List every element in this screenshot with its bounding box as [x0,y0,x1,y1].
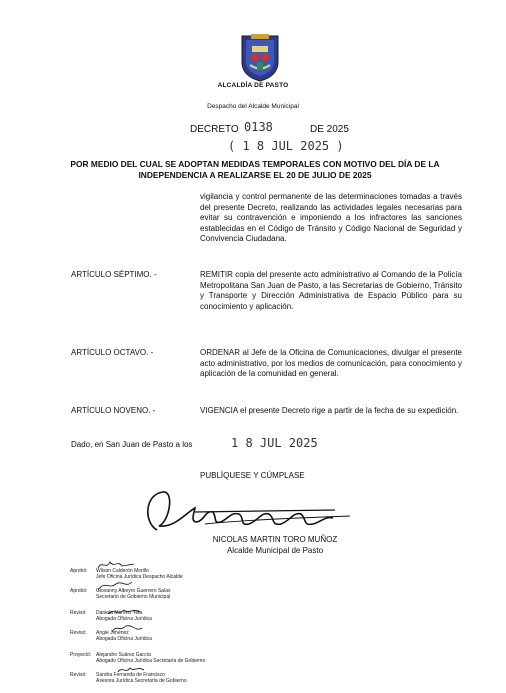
issued-text: Dado, en San Juan de Pasto a los [71,440,193,449]
approval-title: Abogada Oficina Jurídica [96,616,152,622]
approval-name: Angie Jiménez [96,630,129,636]
approval-title: Jefe Oficina Jurídica Despacho Alcalde [96,574,183,580]
article-8-text: ORDENAR al Jefe de la Oficina de Comunicaciones, divulgar el presente acto administrativo, por los medios de comunicación, para conocimiento y aplicación de la comunidad en general. [200,348,462,379]
approval-title: Asesora Jurídica Secretaría de Gobierno [96,678,187,684]
approval-title: Secretario de Gobierno Municipal [96,594,171,600]
decree-year: DE 2025 [310,124,349,135]
approval-title: Abogada Oficina Jurídica [96,636,152,642]
approval-initials [96,578,136,592]
approvals-block [70,560,330,690]
approval-role: Revisó: [70,672,87,678]
approval-role: Revisó: [70,610,87,616]
decree-number: 0138 [244,120,273,134]
approval-initials [106,606,142,618]
publiquese-text: PUBLÍQUESE Y CÚMPLASE [200,471,305,480]
signer-role: Alcalde Municipal de Pasto [226,546,324,555]
approval-title: Abogado Oficina Jurídica Secretaría de Gobierno [96,658,206,664]
alcaldia-seal-logo [238,32,282,82]
article-9-label: ARTÍCULO NOVENO. - [71,406,156,415]
org-name: ALCALDÍA DE PASTO [217,82,289,89]
decree-label: DECRETO [190,124,239,135]
article-7-text: REMITIR copia del presente acto administrativo al Comando de la Policía Metropolitana San Juan de Pasto, a las Secretarias de Gobierno, Tránsito y Transporte y Dirección Administrativa de Espacio Público para su conocimiento y aplicación. [200,270,462,311]
approval-initials [116,664,146,676]
approval-name: Giovanny Albeyro Guerrero Salas [96,588,171,594]
approval-name: Sandra Fernanda de Francisco [96,672,165,678]
decree-title: POR MEDIO DEL CUAL SE ADOPTAN MEDIDAS TEMPORALES CON MOTIVO DEL DÍA DE LA INDEPENDENCIA A REALIZARSE EL 20 DE JULIO DE 2025 [70,159,440,180]
decree-date-stamp: ( 1 8 JUL 2025 ) [228,139,344,153]
approval-role: Proyectó: [70,652,92,658]
approval-name: Alejandro Suárez García [96,652,151,658]
approval-name: Wilson Calderón Morillo [96,568,149,574]
signer-name: NICOLAS MARTIN TORO MUÑOZ [212,535,338,544]
issued-date-stamp: 1 8 JUL 2025 [231,436,318,450]
article-9-text: VIGENCIA el presente Decreto rige a partir de la fecha de su expedición. [200,406,459,415]
continuation-paragraph: vigilancia y control permanente de las determinaciones tomadas a través del presente Decreto, realizando las actividades legales necesarias para evitar su contravención e imponiendo a los infractores las sanciones establecidas en el Código de Tránsito y Código Nacional de Seguridad y Convivencia Ciudadana. [200,192,462,244]
approval-role: Aprobó: [70,568,88,574]
article-7-label: ARTÍCULO SÉPTIMO. - [71,270,157,279]
article-8-label: ARTÍCULO OCTAVO. - [71,348,154,357]
office-name: Despacho del Alcalde Municipal [207,103,299,110]
approval-initials [96,558,136,572]
approval-role: Revisó: [70,630,87,636]
approval-role: Aprobó: [70,588,88,594]
approval-initials [110,622,144,634]
approval-name: Daniela Moreno Yela [96,610,143,616]
